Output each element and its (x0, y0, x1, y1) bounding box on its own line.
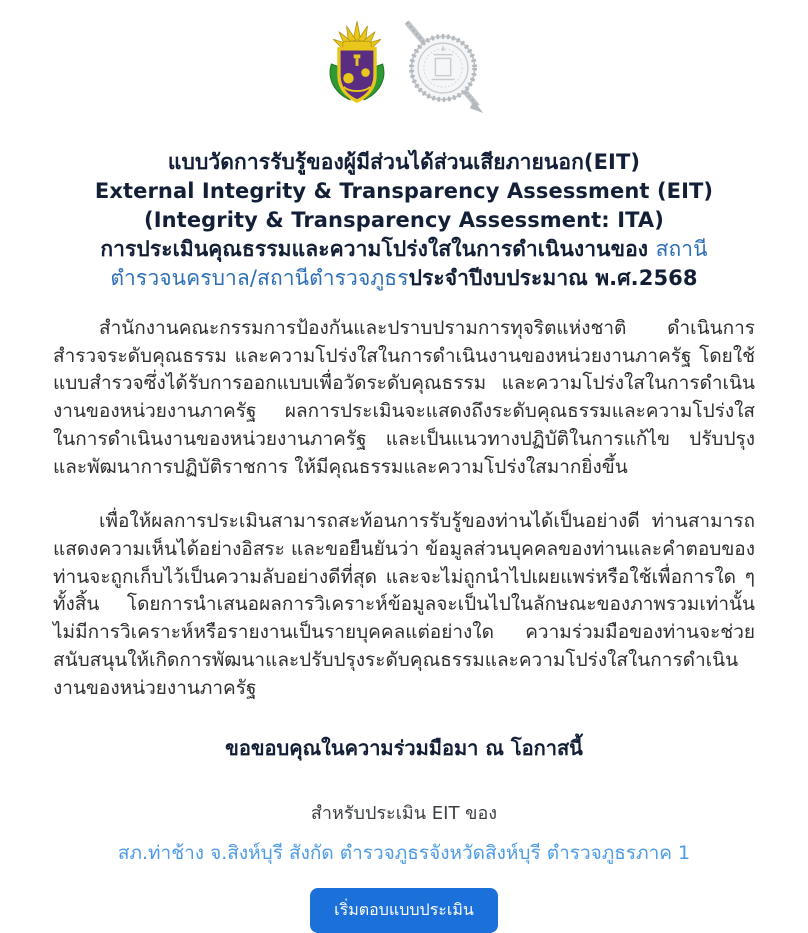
page-title (53, 148, 755, 293)
start-assessment-button[interactable]: เริ่มตอบแบบประเมิน (310, 888, 498, 933)
title-line-assessment (53, 235, 755, 293)
page-content (53, 0, 755, 933)
police-unit-name: สภ.ท่าช้าง จ.สิงห์บุรี สังกัด ตำรวจภูธรจังหวัดสิงห์บุรี ตำรวจภูธรภาค 1 (117, 842, 691, 865)
header-logos (53, 20, 755, 116)
title-line-english-2: (Integrity & Transparency Assessment: ITA) (144, 207, 664, 232)
title-line-thai: แบบวัดการรับรู้ของผู้มีส่วนได้ส่วนเสียภายนอก(EIT) (167, 150, 641, 174)
thank-you-line: ขอขอบคุณในความร่วมมือมา ณ โอกาสนี้ (225, 736, 583, 761)
title-line-english-1: External Integrity & Transparency Assessment (EIT) (94, 178, 714, 203)
title-station-type-highlight: สถานีตำรวจนครบาล/สถานีตำรวจภูธร (110, 236, 708, 290)
title-assessment-prefix: การประเมินคุณธรรมและความโปร่งใสในการดำเนินงานของ (100, 236, 656, 261)
nacc-crest-logo-icon (319, 20, 395, 108)
assessment-for-label: สำหรับประเมิน EIT ของ (310, 803, 498, 825)
intro-paragraph-1: สำนักงานคณะกรรมการป้องกันและปราบปรามการทุจริตแห่งชาติ ดำเนินการสำรวจระดับคุณธรรม และความโปร่งใสในการดำเนินงานของหน่วยงานภาครัฐ โดยใช้แบบสำรวจซึ่งได้รับการออกแบบเพื่อวัดระดับคุณธรรม และความโปร่งใสในการดำเนินงานของหน่วยงานภาครัฐ ผลการประเมินจะแสดงถึงระดับคุณธรรมและความโปร่งใส ในการดำเนินงานของหน่วยงานภาครัฐ และเป็นแนวทางปฏิบัติในการแก้ไข ปรับปรุง และพัฒนาการปฏิบัติราชการ ให้มีคุณธรรมและความโปร่งใสมากยิ่งขึ้น (53, 316, 755, 478)
title-fiscal-year: ประจำปีงบประมาณ พ.ศ.2568 (408, 265, 698, 290)
intro-section (53, 315, 755, 703)
intro-paragraph-2: เพื่อให้ผลการประเมินสามารถสะท้อนการรับรู้ของท่านได้เป็นอย่างดี ท่านสามารถแสดงความเห็นได้อย่างอิสระ และขอยืนยันว่า ข้อมูลส่วนบุคคลของท่านและคำตอบของท่านจะถูกเก็บไว้เป็นความลับอย่างดีที่สุด และจะไม่ถูกนำไปเผยแพร่หรือใช้เพื่อการใด ๆ ทั้งสิ้น โดยการนำเสนอผลการวิเคราะห์ข้อมูลจะเป็นไปในลักษณะของภาพรวมเท่านั้น ไม่มีการวิเคราะห์หรือรายงานเป็นรายบุคคลแต่อย่างใด ความร่วมมือของท่านจะช่วยสนับสนุนให้เกิดการพัฒนาและปรับปรุงระดับคุณธรรมและความโปร่งใสในการดำเนินงานของหน่วยงานภาครัฐ (53, 510, 755, 699)
police-seal-logo-icon (399, 20, 489, 116)
footer-section (53, 798, 755, 933)
